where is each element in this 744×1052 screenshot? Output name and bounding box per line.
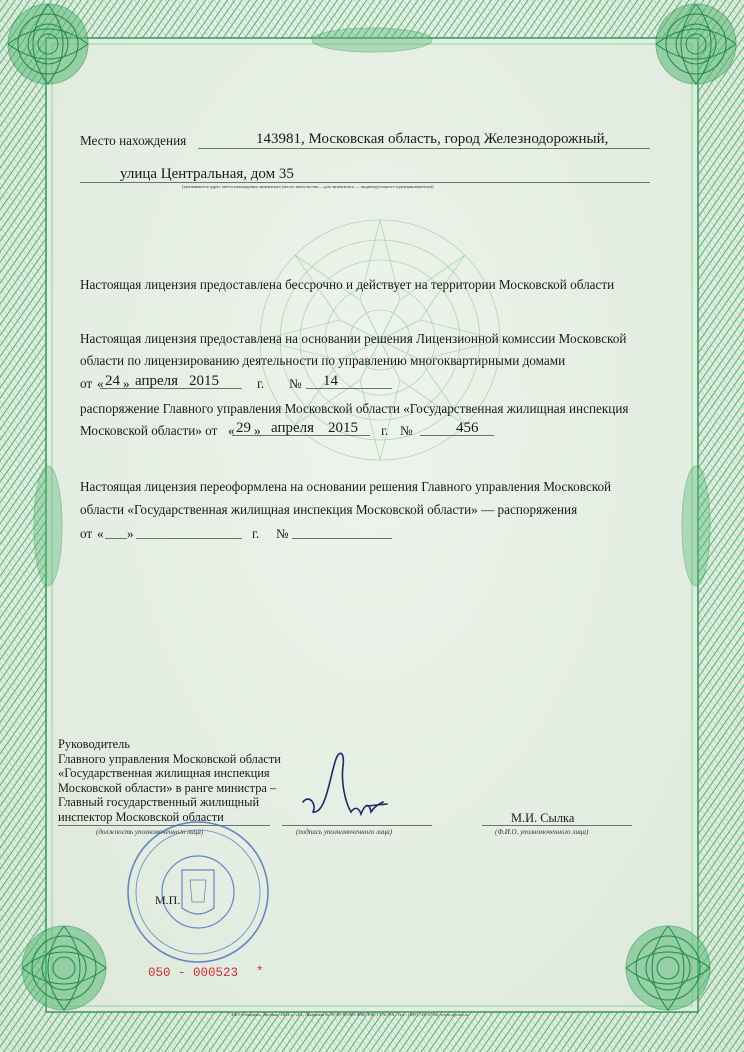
signatory-name: М.И. Сылка: [511, 811, 575, 825]
position-line: «Государственная жилищная инспекция: [58, 766, 270, 781]
official-seal: [118, 820, 278, 970]
address-underline-2: [80, 182, 650, 183]
order-number: 456: [456, 420, 479, 436]
order-line-1: распоряжение Главного управления Московской области «Государственная жилищная инспекция: [80, 401, 629, 416]
order-day: 29: [236, 420, 251, 436]
basis-line-1: Настоящая лицензия предоставлена на основании решения Лицензионной комиссии Московской: [80, 331, 627, 346]
reissue-month-underline: [136, 538, 242, 539]
reissue-quote-open: «: [97, 526, 104, 541]
basis-quote-close: »: [123, 376, 130, 391]
basis-number-underline: [306, 388, 392, 389]
stamp-place: М.П.: [155, 893, 181, 907]
basis-day: 24: [105, 373, 120, 389]
position-line: Главный государственный жилищный: [58, 795, 260, 810]
printer-imprint: ЗАО «Опцион», Москва, 2014 г., «Б», Лицензия № 05-05-05/003 ФНС РФ, ТЗ № 891. Тел.: (495) 726-47-40, www.opcion.ru: [231, 1012, 469, 1017]
basis-date-underline: [100, 388, 242, 389]
reissue-date-prefix: от: [80, 526, 93, 541]
position-note: (должность уполномоченного лица): [96, 828, 204, 836]
reissue-year-suffix: г.: [252, 526, 260, 541]
reissue-quote-close: »: [127, 526, 134, 541]
order-quote-open: «: [228, 423, 235, 438]
basis-number-sign: №: [289, 376, 302, 391]
serial-number: 050 - 000523: [148, 966, 239, 980]
basis-month: апреля: [135, 373, 179, 389]
signature-underline: [282, 825, 432, 826]
basis-number: 14: [323, 373, 338, 389]
position-line: Московской области» в ранге министра –: [58, 780, 277, 795]
address-underline-1: [198, 148, 650, 149]
position-line: инспектор Московской области: [58, 809, 224, 824]
order-number-underline: [420, 435, 494, 436]
basis-year: 2015: [189, 373, 219, 389]
basis-date-prefix: от: [80, 376, 93, 391]
reissue-day-underline: [105, 538, 127, 539]
order-line-2: Московской области» от: [80, 423, 218, 438]
reissue-number-sign: №: [276, 526, 289, 541]
address-line-2: улица Центральная, дом 35: [120, 166, 294, 182]
basis-quote-open: «: [97, 376, 104, 391]
name-underline: [482, 825, 632, 826]
address-label: Место нахождения: [80, 133, 187, 148]
signature-note: (подпись уполномоченного лица): [296, 828, 393, 836]
position-line: Главного управления Московской области: [58, 751, 281, 766]
order-month: апреля: [271, 420, 315, 436]
signature-scribble: [295, 742, 395, 832]
address-note: (указываются адрес места нахождения лицензиата (место жительства —для лицензиата — индивидуального предпринимателя)): [182, 184, 434, 189]
position-line: Руководитель: [58, 737, 130, 751]
position-block: [58, 737, 281, 825]
validity-text: Настоящая лицензия предоставлена бессрочно и действует на территории Московской области: [80, 277, 615, 292]
name-note: (Ф.И.О. уполномоченного лица): [495, 828, 589, 836]
order-quote-close: »: [254, 423, 261, 438]
serial-mark: *: [256, 965, 264, 979]
order-date-underline: [232, 435, 370, 436]
order-year-suffix: г.: [381, 423, 389, 438]
reissue-line-2: области «Государственная жилищная инспекция Московской области» — распоряжения: [80, 502, 578, 517]
basis-year-suffix: г.: [257, 376, 265, 391]
reissue-line-1: Настоящая лицензия переоформлена на основании решения Главного управления Московской: [80, 479, 612, 494]
address-line-1: 143981, Московская область, город Железнодорожный,: [256, 131, 609, 147]
order-number-sign: №: [400, 423, 413, 438]
reissue-number-underline: [292, 538, 392, 539]
order-year: 2015: [328, 420, 358, 436]
basis-line-2: области по лицензированию деятельности по управлению многоквартирными домами: [80, 353, 566, 368]
